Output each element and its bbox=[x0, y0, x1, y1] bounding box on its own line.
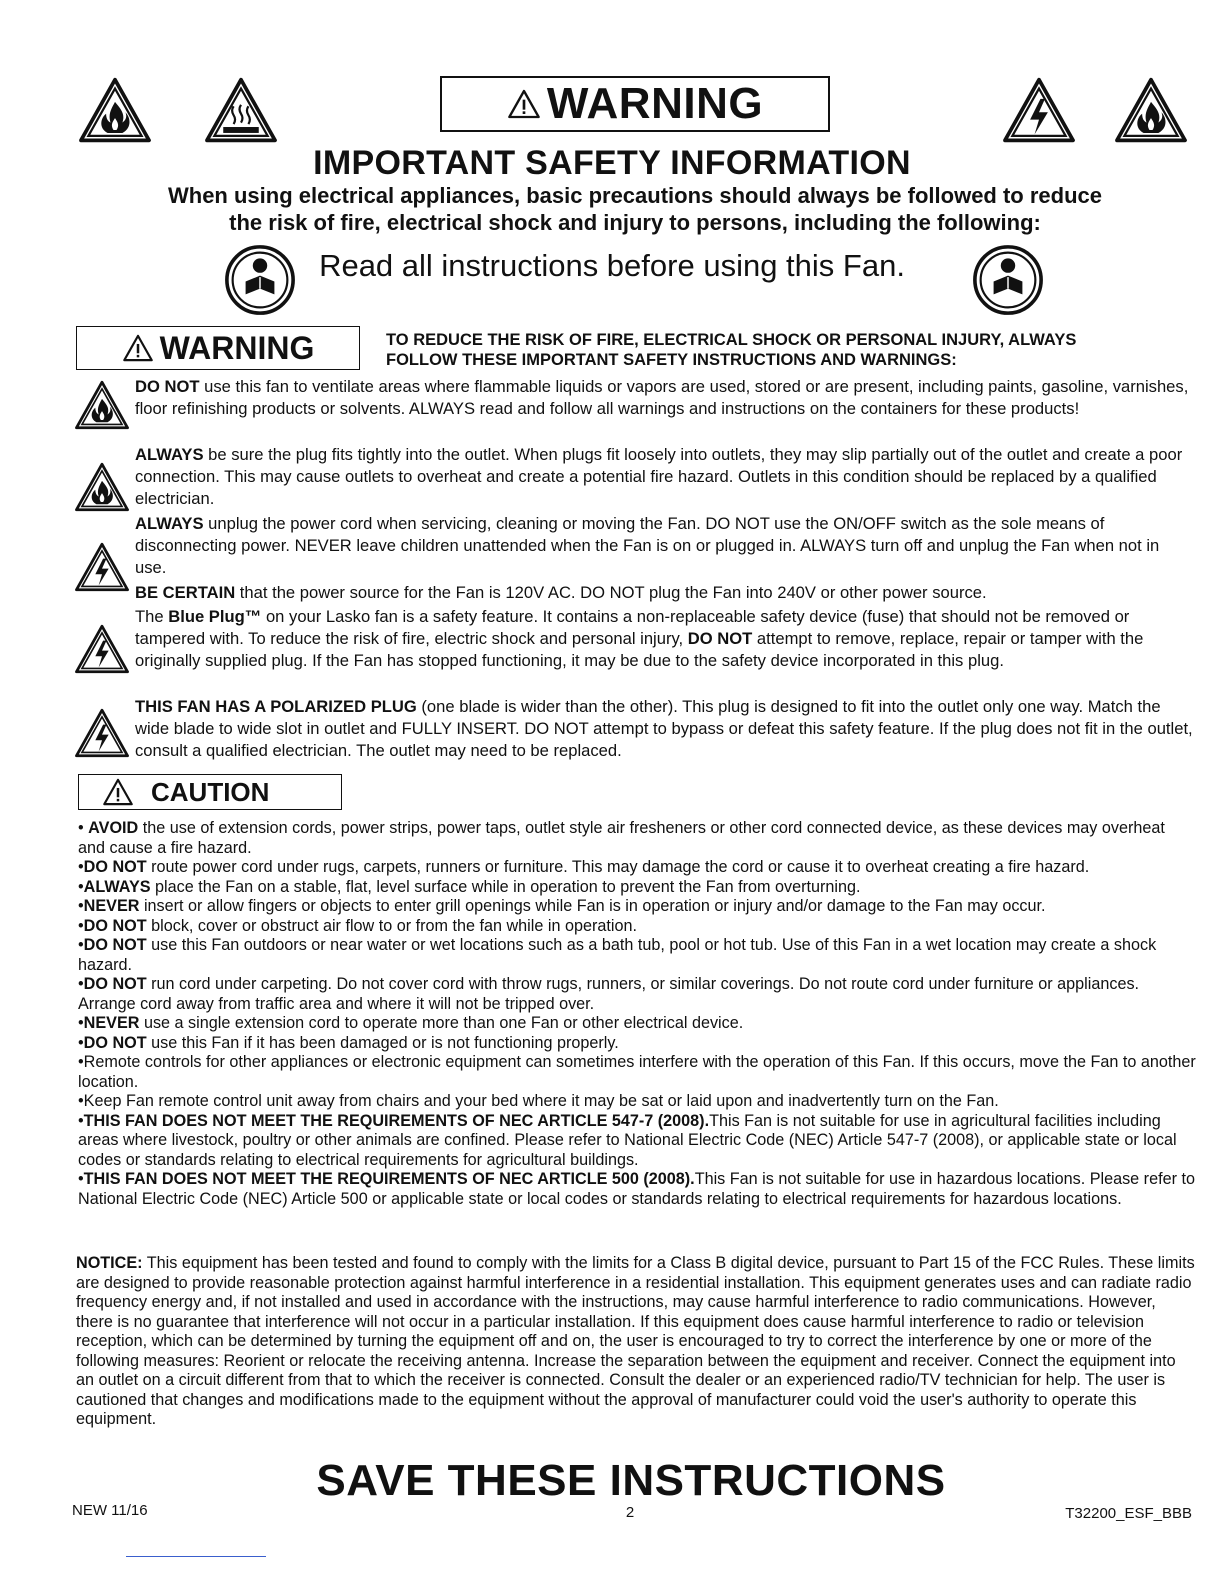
caution-triangle-icon bbox=[101, 778, 135, 806]
warning-item: The Blue Plug™ on your Lasko fan is a safety feature. It contains a non-replaceable safety device (fuse) that should not be removed or tampered with. To reduce the risk of fire, electric shock and personal injury, DO NOT attempt to remove, replace, repair or tamper with the originally supplied plug. If the Fan has stopped functioning, it may be due to the safety device incorporated in this plug. bbox=[135, 607, 1144, 670]
caution-list bbox=[78, 819, 1196, 1209]
caution-item: •NEVER insert or allow fingers or objects to enter grill openings while Fan is in operation or injury and/or damage to the Fan may occur. bbox=[78, 897, 1046, 915]
caution-item: •DO NOT run cord under carpeting. Do not cover cord with throw rugs, runners, or similar coverings. Do not route cord under furniture or appliances. Arrange cord away from traffic area and where it will not be tripped over. bbox=[78, 975, 1140, 1013]
fire-hazard-icon bbox=[74, 462, 130, 512]
caution-item: •DO NOT use this Fan outdoors or near water or wet locations such as a bath tub, pool or hot tub. Use of this Fan in a wet location may create a shock hazard. bbox=[78, 936, 1157, 974]
warning-heading: TO REDUCE THE RISK OF FIRE, ELECTRICAL SHOCK OR PERSONAL INJURY, ALWAYS FOLLOW THESE IMPORTANT SAFETY INSTRUCTIONS AND WARNINGS: bbox=[386, 331, 1077, 369]
electric-shock-icon bbox=[74, 542, 130, 592]
page-title: IMPORTANT SAFETY INFORMATION bbox=[313, 144, 911, 182]
warning-banner bbox=[440, 76, 830, 132]
caution-item: •ALWAYS place the Fan on a stable, flat, level surface while in operation to prevent the Fan from overturning. bbox=[78, 877, 861, 896]
warning-item: THIS FAN HAS A POLARIZED PLUG (one blade is wider than the other). This plug is designed to fit into the outlet only one way. Match the wide blade to wide slot in outlet and FULLY INSERT. DO NOT attempt to bypass or defeat this safety feature. If the plug does not fit in the outlet, consult a qualified electrician. The outlet may need to be replaced. bbox=[135, 697, 1193, 760]
document-code: T32200_ESF_BBB bbox=[1065, 1505, 1192, 1522]
warning-triangle-icon bbox=[507, 89, 541, 119]
read-instructions-text: Read all instructions before using this Fan. bbox=[319, 248, 905, 283]
caution-item: •Remote controls for other appliances or electronic equipment can sometimes interfere with the operation of this Fan. If this occurs, move the Fan to another location. bbox=[78, 1053, 1196, 1091]
revision-date: NEW 11/16 bbox=[72, 1502, 148, 1519]
warning-item: BE CERTAIN that the power source for the Fan is 120V AC. DO NOT plug the Fan into 240V or other power source. bbox=[135, 583, 987, 602]
save-instructions-heading: SAVE THESE INSTRUCTIONS bbox=[316, 1456, 946, 1505]
caution-item: • AVOID the use of extension cords, power strips, power taps, outlet style air fresheners or other cord connected device, as these devices may overheat and cause a fire hazard. bbox=[78, 819, 1165, 857]
page-number: 2 bbox=[625, 1504, 635, 1521]
caution-banner bbox=[78, 774, 342, 810]
caution-item: •THIS FAN DOES NOT MEET THE REQUIREMENTS OF NEC ARTICLE 547-7 (2008).This Fan is not suitable for use in agricultural facilities including areas where livestock, poultry or other animals are confined. Please refer to National Electric Code (NEC) Article 547-7 (2008), or applicable state or local codes or standards relating to electrical requirements for agricultural buildings. bbox=[78, 1111, 1177, 1169]
fire-hazard-icon bbox=[78, 76, 152, 144]
caution-item: •Keep Fan remote control unit away from chairs and your bed where it may be sat or laid upon and inadvertently turn on the Fan. bbox=[78, 1092, 999, 1110]
warning-item: ALWAYS be sure the plug fits tightly into the outlet. When plugs fit loosely into outlets, they may slip partially out of the outlet and create a poor connection. This may cause outlets to overheat and create a potential fire hazard. Outlets in this condition should be replaced by a qualified electrician. bbox=[135, 445, 1183, 508]
caution-item: •DO NOT use this Fan if it has been damaged or is not functioning properly. bbox=[78, 1033, 619, 1052]
warning-label: WARNING bbox=[546, 79, 764, 128]
warning-section-banner bbox=[76, 326, 360, 370]
subtitle: When using electrical appliances, basic precautions should always be followed to reduce the risk of fire, electrical shock and injury to persons, including the following: bbox=[167, 183, 1103, 235]
hot-surface-icon bbox=[204, 76, 278, 144]
caution-item: •NEVER use a single extension cord to operate more than one Fan or other electrical device. bbox=[78, 1014, 744, 1032]
fcc-notice: NOTICE: This equipment has been tested and found to comply with the limits for a Class B digital device, pursuant to Part 15 of the FCC Rules. These limits are designed to provide reasonable protection against harmful interference in a residential installation. This equipment generates uses and can radiate radio frequency energy and, if not installed and used in accordance with the instructions, may cause harmful interference to radio communications. However, there is no guarantee that interference will not occur in a particular installation. If this equipment does cause harmful interference to radio or television reception, which can be determined by turning the equipment off and on, the user is encouraged to try to correct the interference by one or more of the following measures: Reorient or relocate the receiving antenna. Increase the separation between the equipment and receiver. Connect the equipment into an outlet on a circuit different from that to which the receiver is connected. Consult the dealer or an experienced radio/TV technician for help. The user is cautioned that changes and modifications made to the equipment without the approval of manufacturer could void the user's authority to operate this equipment. bbox=[76, 1254, 1195, 1428]
divider bbox=[126, 1556, 266, 1557]
caution-item: •DO NOT block, cover or obstruct air flow to or from the fan while in operation. bbox=[78, 916, 637, 935]
fire-hazard-icon bbox=[1114, 76, 1188, 144]
read-manual-icon bbox=[972, 244, 1044, 321]
warning-section-label: WARNING bbox=[159, 329, 315, 366]
caution-item: •DO NOT route power cord under rugs, carpets, runners or furniture. This may damage the cord or cause it to overheat creating a fire hazard. bbox=[78, 858, 1090, 876]
warning-triangle-icon bbox=[122, 334, 154, 362]
fire-hazard-icon bbox=[74, 380, 130, 430]
caution-label: CAUTION bbox=[151, 776, 270, 807]
electric-shock-icon bbox=[74, 624, 130, 674]
warning-item: DO NOT use this fan to ventilate areas where flammable liquids or vapors are used, stored or are present, including paints, gasoline, varnishes, floor refinishing products or solvents. ALWAYS read and follow all warnings and instructions on the containers for these products! bbox=[135, 377, 1189, 418]
warning-item: ALWAYS unplug the power cord when servicing, cleaning or moving the Fan. DO NOT use the ON/OFF switch as the sole means of disconnecting power. NEVER leave children unattended when the Fan is on or plugged in. ALWAYS turn off and unplug the Fan when not in use. bbox=[135, 514, 1160, 577]
caution-item: •THIS FAN DOES NOT MEET THE REQUIREMENTS OF NEC ARTICLE 500 (2008).This Fan is not suitable for use in hazardous locations. Please refer to National Electric Code (NEC) Article 500 or applicable state or local codes or standards relating to electrical requirements for hazardous locations. bbox=[78, 1170, 1195, 1208]
electric-shock-icon bbox=[1002, 76, 1076, 144]
electric-shock-icon bbox=[74, 708, 130, 758]
